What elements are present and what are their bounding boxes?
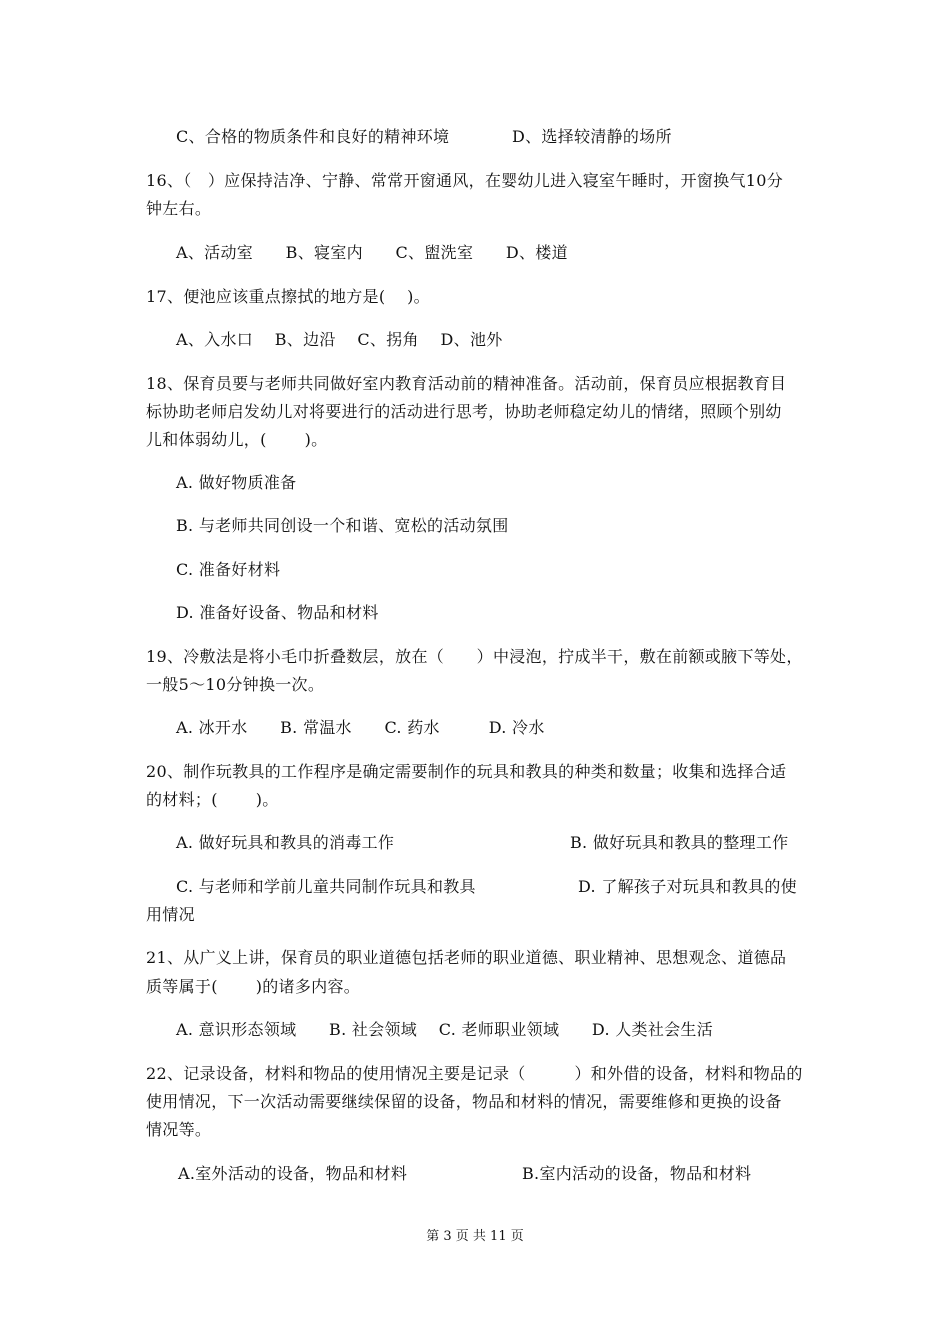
q18-text-line1: 18、保育员要与老师共同做好室内教育活动前的精神准备。活动前，保育员应根据教育目 <box>146 374 787 393</box>
q19-options: A. 冰开水 B. 常温水 C. 药水 D. 冷水 <box>176 718 545 737</box>
q20-text-line1: 20、制作玩教具的工作程序是确定需要制作的玩具和教具的种类和数量；收集和选择合适 <box>146 762 787 781</box>
q18-option-a: A. 做好物质准备 <box>176 473 297 492</box>
q21-text-line2: 质等属于( )的诸多内容。 <box>146 977 361 996</box>
q18-text-line3: 儿和体弱幼儿，( )。 <box>146 430 328 449</box>
q18-text-line2: 标协助老师启发幼儿对将要进行的活动进行思考，协助老师稳定幼儿的情绪，照顾个别幼 <box>146 402 782 421</box>
q18-option-c: C. 准备好材料 <box>176 560 281 579</box>
q19-text-line1: 19、冷敷法是将小毛巾折叠数层，放在（ ）中浸泡，拧成半干，敷在前额或腋下等处， <box>146 647 803 666</box>
q22-text-line3: 情况等。 <box>146 1120 212 1139</box>
q16-text-line1: 16、（ ）应保持洁净、宁静、常常开窗通风，在婴幼儿进入寝室午睡时，开窗换气10分 <box>146 171 784 190</box>
q18-option-d: D. 准备好设备、物品和材料 <box>176 603 379 622</box>
q15-option-c: C、合格的物质条件和良好的精神环境 <box>176 127 450 146</box>
q21-options: A. 意识形态领域 B. 社会领域 C. 老师职业领域 D. 人类社会生活 <box>176 1020 714 1039</box>
q22-text-line1: 22、记录设备，材料和物品的使用情况主要是记录（ ）和外借的设备，材料和物品的 <box>146 1064 803 1083</box>
q18-option-b: B. 与老师共同创设一个和谐、宽松的活动氛围 <box>176 516 509 535</box>
q20-text-line2: 的材料；( )。 <box>146 790 279 809</box>
q21-text-line1: 21、从广义上讲，保育员的职业道德包括老师的职业道德、职业精神、思想观念、道德品 <box>146 948 787 967</box>
q20-option-c: C. 与老师和学前儿童共同制作玩具和教具 <box>176 877 476 896</box>
q17-options: A、入水口 B、边沿 C、拐角 D、池外 <box>176 330 503 349</box>
q15-option-d: D、选择较清静的场所 <box>512 127 672 146</box>
page-number-footer: 第 3 页 共 11 页 <box>426 1229 524 1244</box>
q16-text-line2: 钟左右。 <box>146 199 212 218</box>
q16-options: A、活动室 B、寝室内 C、盥洗室 D、楼道 <box>176 243 568 262</box>
q20-option-d-continued: 用情况 <box>146 905 195 924</box>
q22-text-line2: 使用情况，下一次活动需要继续保留的设备，物品和材料的情况，需要维修和更换的设备 <box>146 1092 782 1111</box>
q17-text-line1: 17、便池应该重点擦拭的地方是( )。 <box>146 287 430 306</box>
q19-text-line2: 一般5～10分钟换一次。 <box>146 675 325 694</box>
q22-option-b: B.室内活动的设备，物品和材料 <box>522 1164 752 1183</box>
q20-option-a: A. 做好玩具和教具的消毒工作 <box>176 833 395 852</box>
q20-option-b: B. 做好玩具和教具的整理工作 <box>570 833 789 852</box>
q22-option-a: A.室外活动的设备，物品和材料 <box>178 1164 408 1183</box>
q20-option-d: D. 了解孩子对玩具和教具的使 <box>578 877 797 896</box>
